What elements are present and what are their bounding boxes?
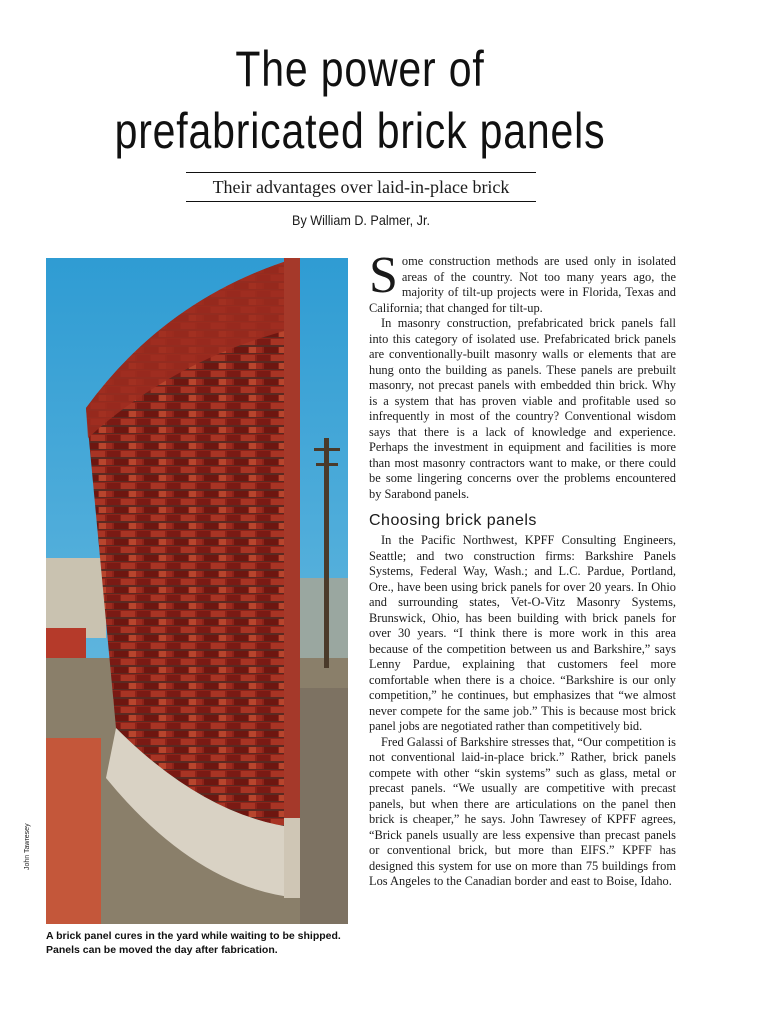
article-byline: By William D. Palmer, Jr. [292,212,430,228]
article-body [369,247,676,890]
title-line-1: The power of [235,41,485,97]
section-heading: Choosing brick panels [369,512,537,529]
drop-cap: S [369,247,398,304]
article-subtitle: Their advantages over laid-in-place brick [186,172,536,202]
paragraph-intro-text: ome construction methods are used only in isolated areas of the country. Not too many years ago, the majority of tilt-up projects were in Florida, Texas and California; that changed for tilt-up. [369,254,676,315]
paragraph-3: In the Pacific Northwest, KPFF Consulting Engineers, Seattle; and two construction firms: Barkshire Panels Systems, Federal Way, Wash.; and L.C. Pardue, Portland, Ore., have been using brick panels for over 20 years. In Ohio and surrounding states, Vet-O-Vitz Masonry Systems, Brunswick, Ohio, has been building with brick panels for over 30 years. “I think there is more work in this area because of the competition between us and Barkshire,” says Lenny Pardue, explaining that customers feel more comfortable when there is a choice. “Barkshire is our only competition,” he continues, but emphasizes that “we almost never compete for the same job.” This is because most brick panel jobs are negotiated rather than competitively bid. [369,533,676,733]
photo-caption: A brick panel cures in the yard while waiting to be shipped. Panels can be moved the day after fabrication. [46,930,341,956]
title-line-2: prefabricated brick panels [114,103,606,159]
photo-credit: John Tawresey [24,823,31,870]
article-title [98,38,623,162]
brick-panel-photo [46,258,348,924]
paragraph-2: In masonry construction, prefabricated brick panels fall into this category of isolated use. Prefabricated brick panels are conventionally-built masonry walls or elements that are hung onto the building as panels. These panels are prebuilt masonry, not precast panels with embedded thin brick. Why is a system that has proven viable and profitable used so infrequently in most of the country? Conventional wisdom says that there is a lack of knowledge and experience. Perhaps the investment in equipment and facilities is more than most masonry contractors want to make, or there could be some lingering concerns over the problems encountered by Sarabond panels. [369,316,676,501]
paragraph-4: Fred Galassi of Barkshire stresses that, “Our competition is not conventional laid-in-place brick.” Rather, brick panels compete with other “skin systems” such as glass, metal or precast panels. “We usually are competitive with precast panels, but when there are articulations on the panel then brick is cheaper,” he says. John Tawresey of KPFF agrees, “Brick panels usually are less expensive than precast panels or conventional brick, but more than EIFS.” KPFF has designed this system for use on more than 75 buildings from Los Angeles to the Canadian border and east to Boise, Idaho. [369,734,676,888]
paragraph-intro [369,247,676,316]
